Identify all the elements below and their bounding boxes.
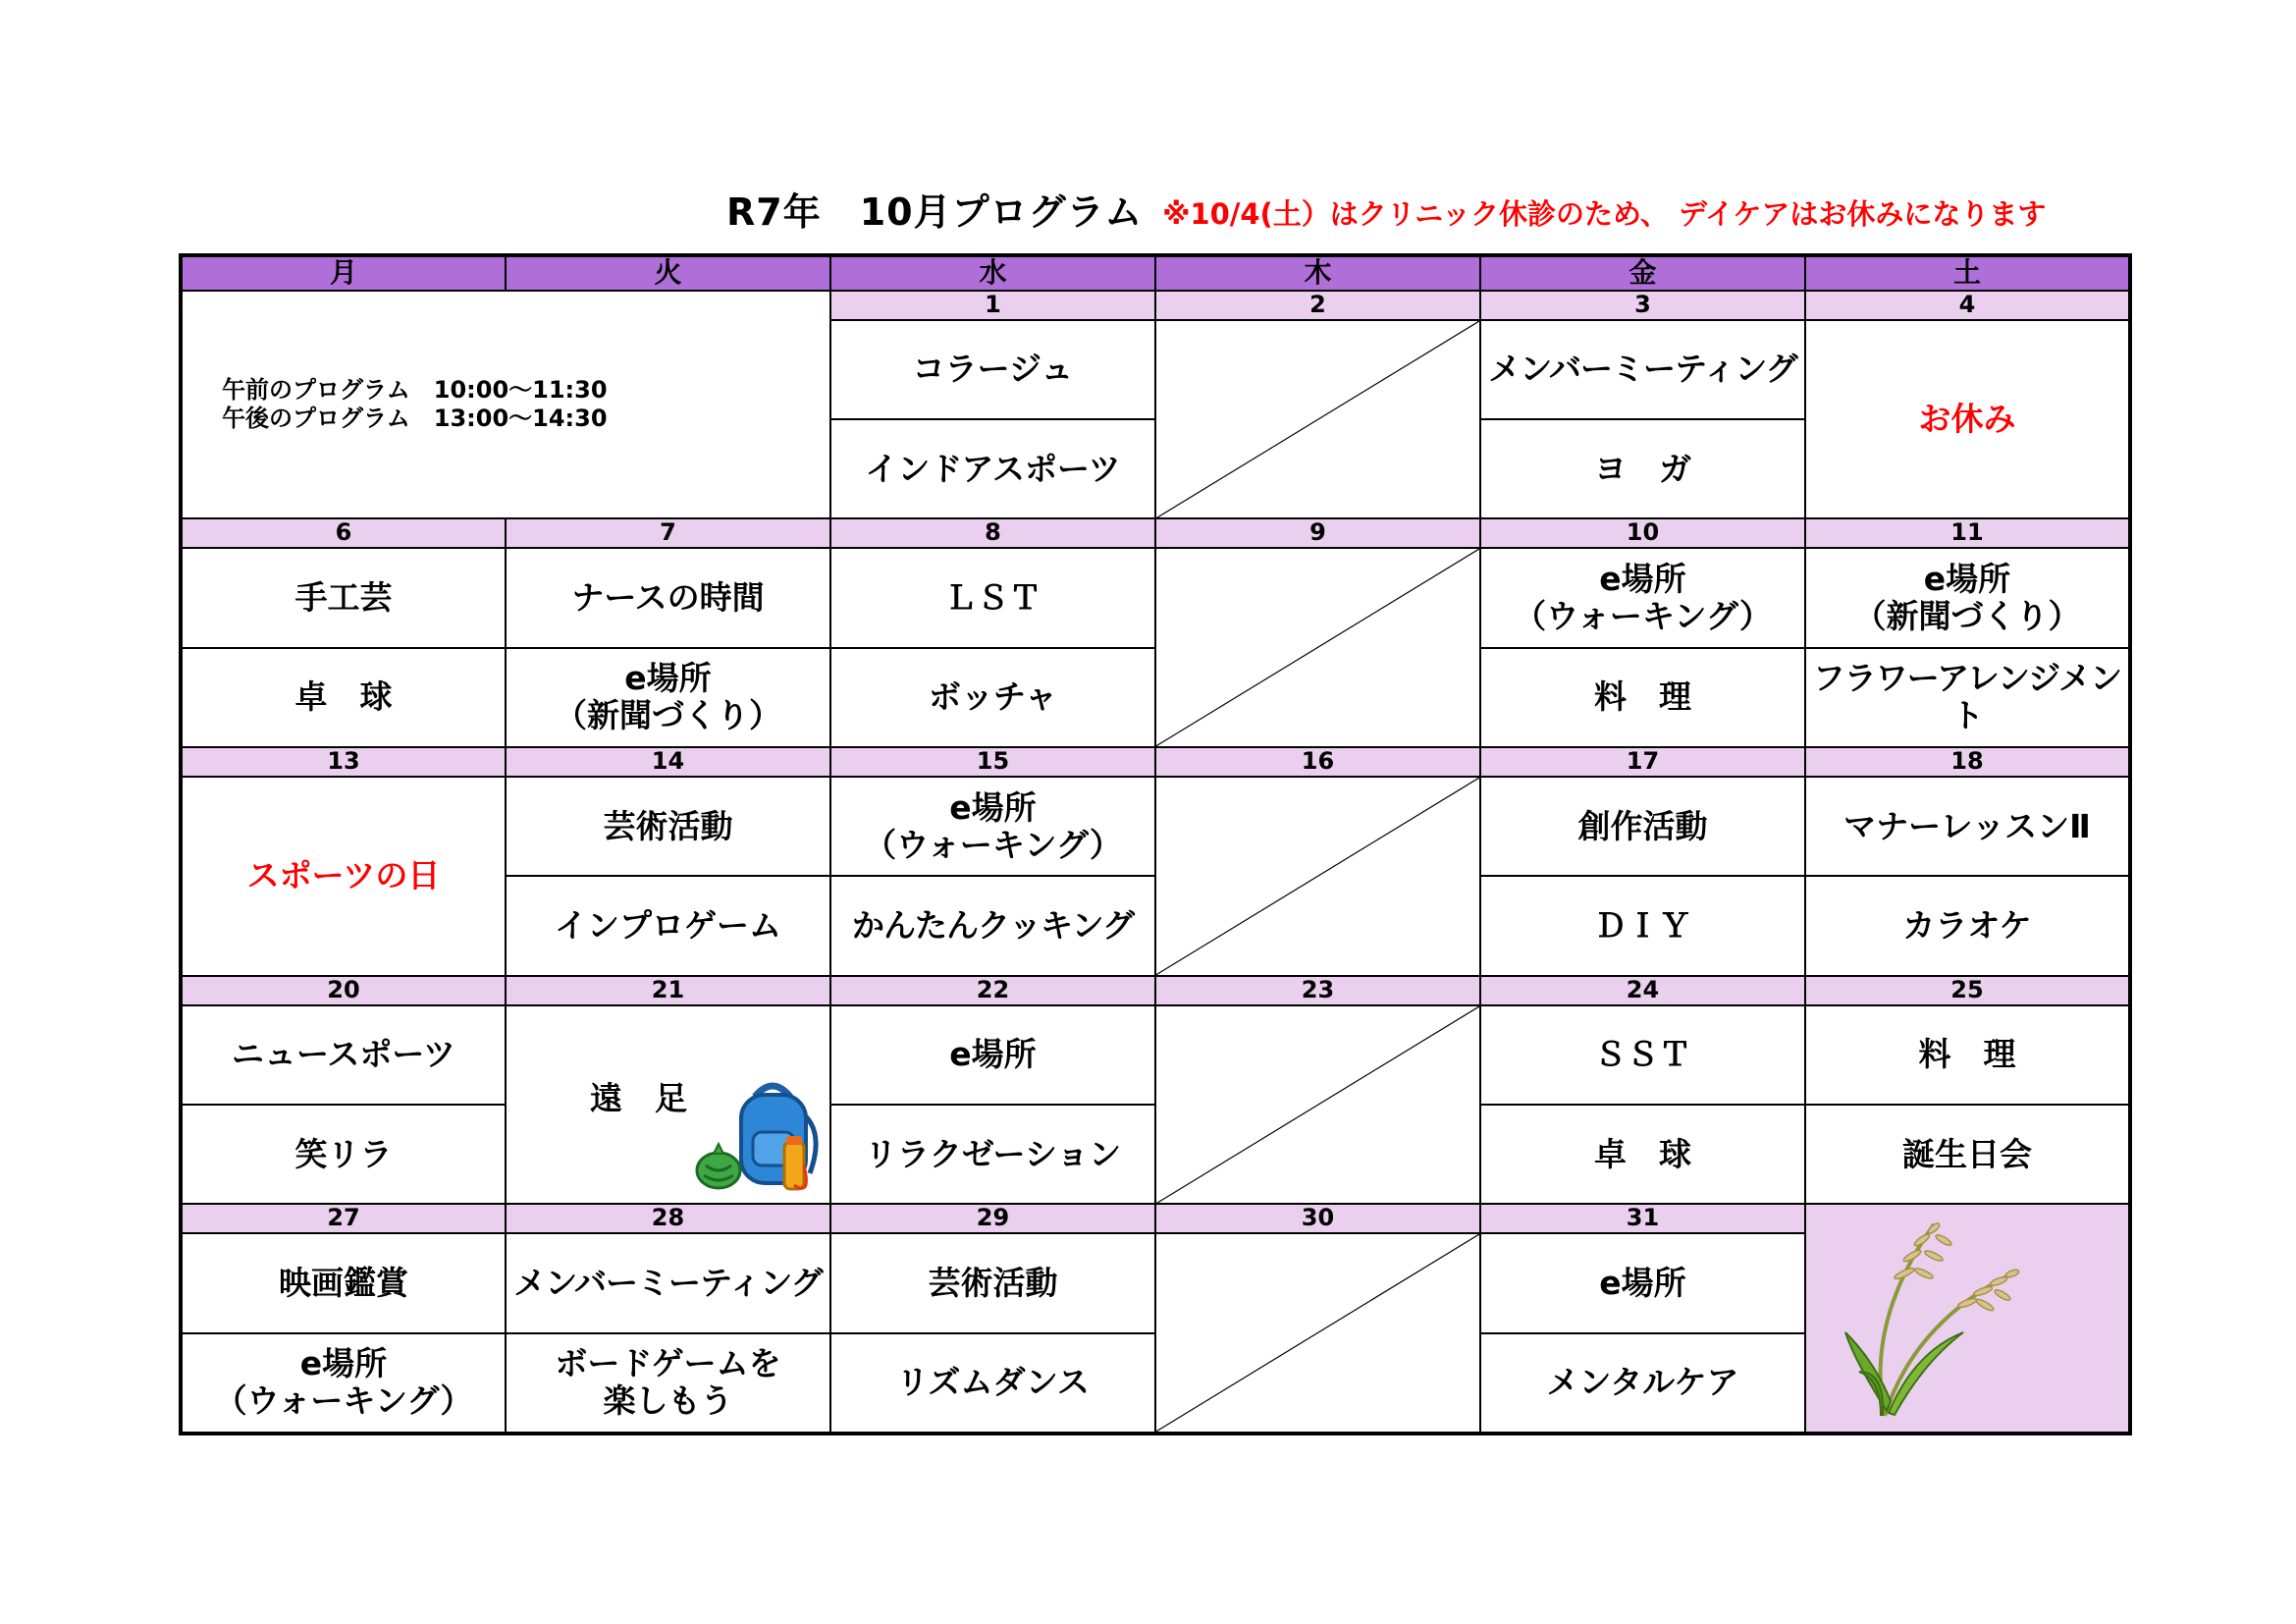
wed-program-pm: インドアスポーツ — [830, 419, 1155, 518]
am-program-time: 午前のプログラム 10:00～11:30 — [222, 376, 608, 405]
backpack-icon — [694, 1067, 830, 1195]
tue-program-am: メンバーミーティング — [506, 1233, 830, 1332]
date-cell: 6 — [181, 518, 506, 548]
decoration-cell — [1805, 1204, 2130, 1434]
weekday-sat: 土 — [1805, 255, 2130, 291]
mon-program-pm: 笑リラ — [181, 1105, 506, 1204]
calendar-table — [179, 253, 2132, 1435]
weekday-tue: 火 — [506, 255, 830, 291]
date-cell: 3 — [1480, 291, 1805, 320]
closed-slash — [1156, 778, 1479, 975]
program-row — [181, 777, 2130, 876]
date-cell: 8 — [830, 518, 1155, 548]
weekday-fri: 金 — [1480, 255, 1805, 291]
date-cell: 1 — [830, 291, 1155, 320]
sat-program-pm: 誕生日会 — [1805, 1105, 2130, 1204]
tue-program-pm: インプロゲーム — [506, 876, 830, 975]
closed-day-23 — [1155, 1005, 1480, 1205]
closed-day-2 — [1155, 320, 1480, 519]
sat-program-am: マナーレッスンⅡ — [1805, 777, 2130, 876]
closed-slash — [1156, 1234, 1479, 1432]
date-cell: 15 — [830, 747, 1155, 777]
weekday-header-row — [181, 255, 2130, 291]
mon-program-am: 手工芸 — [181, 548, 506, 647]
fri-program-am: 創作活動 — [1480, 777, 1805, 876]
date-cell: 27 — [181, 1204, 506, 1233]
date-cell: 23 — [1155, 976, 1480, 1005]
wed-program-pm: ボッチャ — [830, 648, 1155, 747]
date-cell: 24 — [1480, 976, 1805, 1005]
date-cell: 30 — [1155, 1204, 1480, 1233]
tue-program-pm: e場所 （新聞づくり） — [506, 648, 830, 747]
excursion-label: 遠 足 — [590, 1078, 687, 1117]
date-cell: 4 — [1805, 291, 2130, 320]
date-cell: 21 — [506, 976, 830, 1005]
fri-program-am: e場所 — [1480, 1233, 1805, 1332]
closed-slash — [1156, 549, 1479, 746]
date-cell: 20 — [181, 976, 506, 1005]
closed-day-16 — [1155, 777, 1480, 976]
closed-slash — [1156, 1006, 1479, 1204]
wed-program-am: 芸術活動 — [830, 1233, 1155, 1332]
date-cell: 31 — [1480, 1204, 1805, 1233]
fri-program-pm: ＤＩＹ — [1480, 876, 1805, 975]
fri-program-pm: メンタルケア — [1480, 1333, 1805, 1434]
program-row — [181, 548, 2130, 647]
page-title: R7年 10月プログラム — [726, 190, 1144, 234]
closed-slash — [1156, 321, 1479, 518]
tue-program-pm: ボードゲームを 楽しもう — [506, 1333, 830, 1434]
wed-program-am: コラージュ — [830, 320, 1155, 419]
mon-program-pm: e場所 （ウォーキング） — [181, 1333, 506, 1434]
weekday-thu: 木 — [1155, 255, 1480, 291]
pm-program-time: 午後のプログラム 13:00～14:30 — [222, 404, 608, 432]
date-cell: 9 — [1155, 518, 1480, 548]
date-row — [181, 1204, 2130, 1233]
fri-program-pm: 卓 球 — [1480, 1105, 1805, 1204]
wed-program-am: e場所 （ウォーキング） — [830, 777, 1155, 876]
date-cell: 25 — [1805, 976, 2130, 1005]
closed-day-30 — [1155, 1233, 1480, 1434]
fri-program-pm: ヨ ガ — [1480, 419, 1805, 518]
mon-program-am: ニュースポーツ — [181, 1005, 506, 1105]
date-row — [181, 747, 2130, 777]
tue-program — [506, 1005, 830, 1205]
sat-program-am: e場所 （新聞づくり） — [1805, 548, 2130, 647]
title-row — [726, 187, 2046, 236]
date-cell: 29 — [830, 1204, 1155, 1233]
sat-program: お休み — [1805, 320, 2130, 519]
date-cell: 28 — [506, 1204, 830, 1233]
program-row — [181, 1005, 2130, 1105]
wed-program-pm: かんたんクッキング — [830, 876, 1155, 975]
date-cell: 7 — [506, 518, 830, 548]
date-cell: 10 — [1480, 518, 1805, 548]
wed-program-am: e場所 — [830, 1005, 1155, 1105]
wed-program-am: ＬＳＴ — [830, 548, 1155, 647]
weekday-wed: 水 — [830, 255, 1155, 291]
fri-program-am: e場所 （ウォーキング） — [1480, 548, 1805, 647]
date-cell: 22 — [830, 976, 1155, 1005]
closed-day-9 — [1155, 548, 1480, 747]
sat-program-pm: カラオケ — [1805, 876, 2130, 975]
mon-program-am: 映画鑑賞 — [181, 1233, 506, 1332]
program-times — [181, 291, 830, 519]
date-cell: 2 — [1155, 291, 1480, 320]
fri-program-pm: 料 理 — [1480, 648, 1805, 747]
fri-program-am: メンバーミーティング — [1480, 320, 1805, 419]
pampas-grass-icon — [1826, 1205, 2042, 1421]
date-cell: 13 — [181, 747, 506, 777]
wed-program-pm: リズムダンス — [830, 1333, 1155, 1434]
date-cell: 11 — [1805, 518, 2130, 548]
date-cell: 14 — [506, 747, 830, 777]
date-cell: 18 — [1805, 747, 2130, 777]
mon-program: スポーツの日 — [181, 777, 506, 976]
wed-program-pm: リラクゼーション — [830, 1105, 1155, 1204]
closure-notice: ※10/4(土）はクリニック休診のため、 デイケアはお休みになります — [1162, 197, 2047, 231]
tue-program-am: 芸術活動 — [506, 777, 830, 876]
date-row — [181, 518, 2130, 548]
date-row — [181, 976, 2130, 1005]
date-row — [181, 291, 2130, 320]
sat-program-pm: フラワーアレンジメント — [1805, 648, 2130, 747]
date-cell: 17 — [1480, 747, 1805, 777]
date-cell: 16 — [1155, 747, 1480, 777]
fri-program-am: ＳＳＴ — [1480, 1005, 1805, 1105]
sat-program-am: 料 理 — [1805, 1005, 2130, 1105]
program-calendar — [179, 253, 2130, 1435]
tue-program-am: ナースの時間 — [506, 548, 830, 647]
weekday-mon: 月 — [181, 255, 506, 291]
mon-program-pm: 卓 球 — [181, 648, 506, 747]
